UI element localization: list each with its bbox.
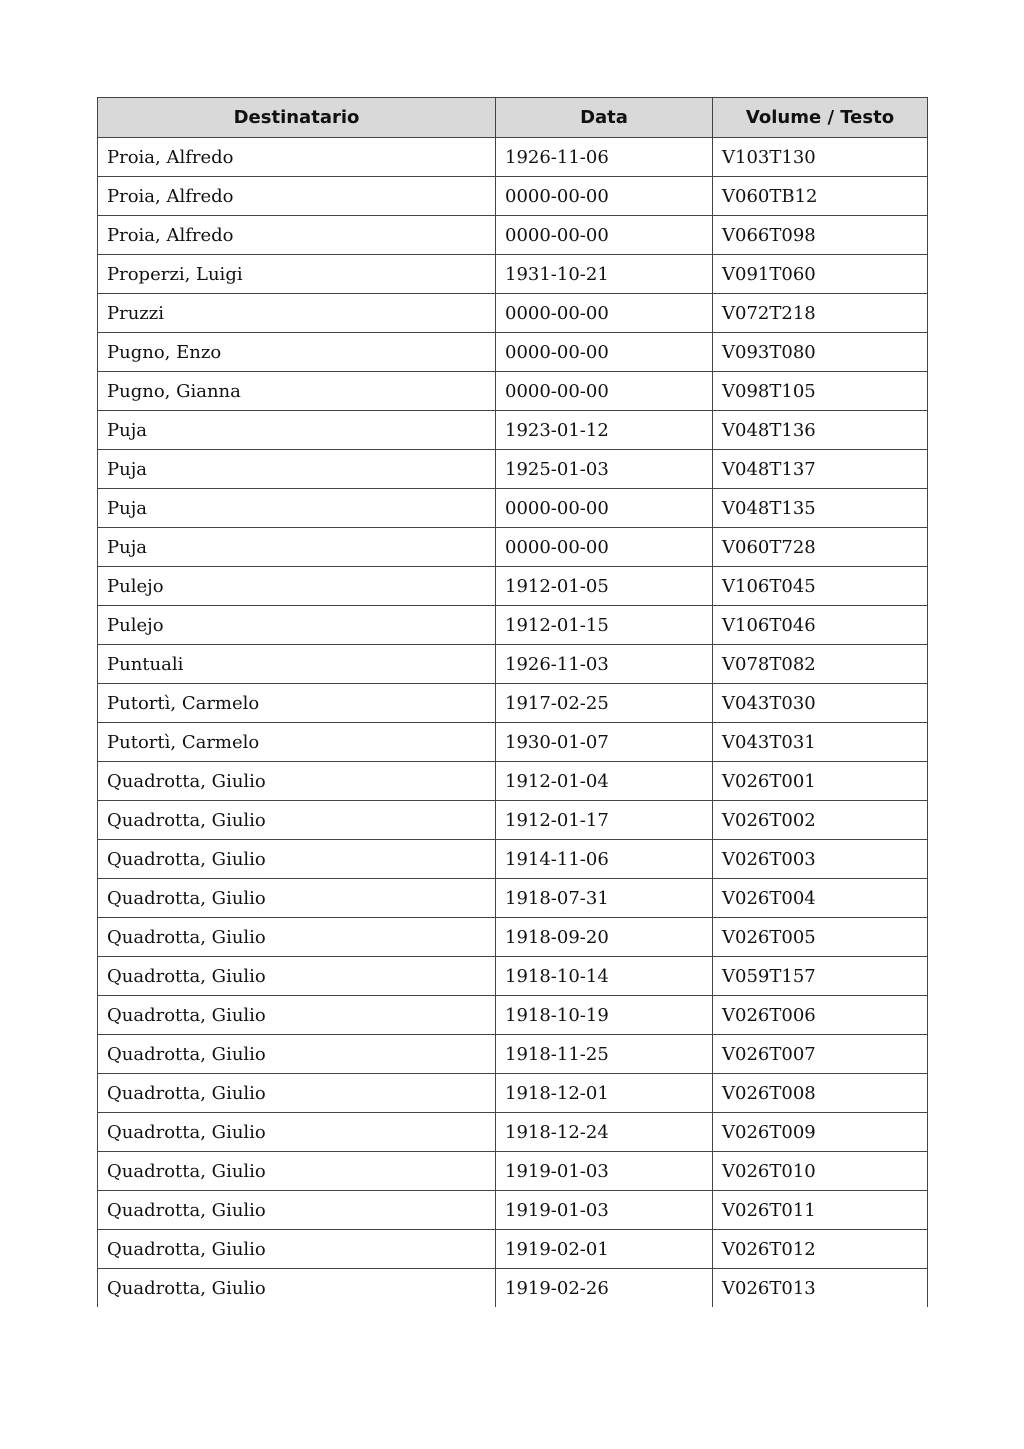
- cell-data: 0000-00-00: [496, 216, 713, 255]
- cell-data: 1919-02-01: [496, 1230, 713, 1269]
- cell-destinatario: Puja: [98, 411, 496, 450]
- cell-data: 1923-01-12: [496, 411, 713, 450]
- cell-data: 1917-02-25: [496, 684, 713, 723]
- cell-destinatario: Quadrotta, Giulio: [98, 879, 496, 918]
- cell-destinatario: Pugno, Gianna: [98, 372, 496, 411]
- cell-destinatario: Putortì, Carmelo: [98, 723, 496, 762]
- cell-data: 0000-00-00: [496, 489, 713, 528]
- cell-destinatario: Properzi, Luigi: [98, 255, 496, 294]
- table-row: [98, 489, 928, 528]
- cell-volume-testo: V106T045: [713, 567, 928, 606]
- cell-data: 1912-01-17: [496, 801, 713, 840]
- cell-data: 1914-11-06: [496, 840, 713, 879]
- table-row: [98, 840, 928, 879]
- table-row: [98, 1269, 928, 1308]
- cell-data: 1931-10-21: [496, 255, 713, 294]
- table-row: [98, 216, 928, 255]
- cell-volume-testo: V072T218: [713, 294, 928, 333]
- cell-volume-testo: V060T728: [713, 528, 928, 567]
- cell-destinatario: Quadrotta, Giulio: [98, 1191, 496, 1230]
- table-row: [98, 333, 928, 372]
- table-row: [98, 372, 928, 411]
- cell-destinatario: Quadrotta, Giulio: [98, 1230, 496, 1269]
- table-row: [98, 138, 928, 177]
- cell-volume-testo: V048T136: [713, 411, 928, 450]
- cell-data: 1930-01-07: [496, 723, 713, 762]
- cell-volume-testo: V103T130: [713, 138, 928, 177]
- letters-table: [97, 97, 928, 1307]
- table-row: [98, 1191, 928, 1230]
- cell-volume-testo: V026T004: [713, 879, 928, 918]
- table-row: [98, 255, 928, 294]
- table-body: [98, 138, 928, 1308]
- cell-destinatario: Pulejo: [98, 567, 496, 606]
- cell-data: 1918-10-19: [496, 996, 713, 1035]
- cell-volume-testo: V106T046: [713, 606, 928, 645]
- cell-data: 0000-00-00: [496, 333, 713, 372]
- cell-destinatario: Puja: [98, 450, 496, 489]
- cell-data: 1918-11-25: [496, 1035, 713, 1074]
- table-row: [98, 996, 928, 1035]
- table-row: [98, 684, 928, 723]
- cell-data: 1919-01-03: [496, 1191, 713, 1230]
- table-row: [98, 528, 928, 567]
- cell-volume-testo: V043T030: [713, 684, 928, 723]
- cell-volume-testo: V048T135: [713, 489, 928, 528]
- cell-destinatario: Putortì, Carmelo: [98, 684, 496, 723]
- cell-volume-testo: V026T012: [713, 1230, 928, 1269]
- cell-volume-testo: V026T006: [713, 996, 928, 1035]
- cell-destinatario: Puja: [98, 528, 496, 567]
- table-row: [98, 1152, 928, 1191]
- cell-volume-testo: V026T011: [713, 1191, 928, 1230]
- cell-volume-testo: V026T005: [713, 918, 928, 957]
- table-row: [98, 1230, 928, 1269]
- cell-volume-testo: V078T082: [713, 645, 928, 684]
- cell-volume-testo: V048T137: [713, 450, 928, 489]
- table-row: [98, 1113, 928, 1152]
- cell-volume-testo: V026T008: [713, 1074, 928, 1113]
- cell-destinatario: Pugno, Enzo: [98, 333, 496, 372]
- table-row: [98, 411, 928, 450]
- cell-volume-testo: V026T013: [713, 1269, 928, 1308]
- cell-data: 1926-11-03: [496, 645, 713, 684]
- cell-destinatario: Quadrotta, Giulio: [98, 840, 496, 879]
- cell-destinatario: Quadrotta, Giulio: [98, 1269, 496, 1308]
- cell-data: 1918-12-24: [496, 1113, 713, 1152]
- table-row: [98, 1074, 928, 1113]
- cell-destinatario: Quadrotta, Giulio: [98, 1035, 496, 1074]
- document-page: [97, 97, 927, 1307]
- table-row: [98, 294, 928, 333]
- cell-volume-testo: V043T031: [713, 723, 928, 762]
- cell-destinatario: Quadrotta, Giulio: [98, 1152, 496, 1191]
- cell-data: 1912-01-05: [496, 567, 713, 606]
- table-row: [98, 450, 928, 489]
- table-row: [98, 762, 928, 801]
- table-row: [98, 918, 928, 957]
- cell-data: 1918-09-20: [496, 918, 713, 957]
- cell-destinatario: Proia, Alfredo: [98, 216, 496, 255]
- header-data: Data: [496, 98, 713, 138]
- table-row: [98, 177, 928, 216]
- cell-volume-testo: V066T098: [713, 216, 928, 255]
- cell-volume-testo: V026T009: [713, 1113, 928, 1152]
- table-row: [98, 645, 928, 684]
- cell-data: 1918-10-14: [496, 957, 713, 996]
- cell-volume-testo: V026T001: [713, 762, 928, 801]
- cell-destinatario: Quadrotta, Giulio: [98, 1074, 496, 1113]
- cell-data: 1912-01-04: [496, 762, 713, 801]
- cell-data: 0000-00-00: [496, 528, 713, 567]
- cell-data: 0000-00-00: [496, 294, 713, 333]
- cell-destinatario: Quadrotta, Giulio: [98, 1113, 496, 1152]
- cell-destinatario: Puntuali: [98, 645, 496, 684]
- cell-volume-testo: V026T007: [713, 1035, 928, 1074]
- cell-destinatario: Proia, Alfredo: [98, 138, 496, 177]
- cell-volume-testo: V059T157: [713, 957, 928, 996]
- cell-volume-testo: V060TB12: [713, 177, 928, 216]
- table-row: [98, 957, 928, 996]
- cell-destinatario: Quadrotta, Giulio: [98, 996, 496, 1035]
- cell-destinatario: Quadrotta, Giulio: [98, 918, 496, 957]
- cell-data: 1918-12-01: [496, 1074, 713, 1113]
- table-row: [98, 723, 928, 762]
- cell-data: 0000-00-00: [496, 372, 713, 411]
- cell-destinatario: Proia, Alfredo: [98, 177, 496, 216]
- cell-destinatario: Pulejo: [98, 606, 496, 645]
- table-row: [98, 606, 928, 645]
- cell-data: 1925-01-03: [496, 450, 713, 489]
- cell-volume-testo: V093T080: [713, 333, 928, 372]
- cell-volume-testo: V026T002: [713, 801, 928, 840]
- header-volume-testo: Volume / Testo: [713, 98, 928, 138]
- table-row: [98, 879, 928, 918]
- cell-data: 1912-01-15: [496, 606, 713, 645]
- cell-data: 1918-07-31: [496, 879, 713, 918]
- cell-volume-testo: V091T060: [713, 255, 928, 294]
- cell-volume-testo: V026T003: [713, 840, 928, 879]
- cell-data: 1926-11-06: [496, 138, 713, 177]
- cell-destinatario: Quadrotta, Giulio: [98, 762, 496, 801]
- cell-volume-testo: V098T105: [713, 372, 928, 411]
- cell-data: 0000-00-00: [496, 177, 713, 216]
- table-row: [98, 567, 928, 606]
- cell-destinatario: Quadrotta, Giulio: [98, 801, 496, 840]
- cell-destinatario: Quadrotta, Giulio: [98, 957, 496, 996]
- table-row: [98, 1035, 928, 1074]
- header-destinatario: Destinatario: [98, 98, 496, 138]
- cell-data: 1919-01-03: [496, 1152, 713, 1191]
- cell-data: 1919-02-26: [496, 1269, 713, 1308]
- cell-volume-testo: V026T010: [713, 1152, 928, 1191]
- table-header-row: [98, 98, 928, 138]
- cell-destinatario: Puja: [98, 489, 496, 528]
- cell-destinatario: Pruzzi: [98, 294, 496, 333]
- table-row: [98, 801, 928, 840]
